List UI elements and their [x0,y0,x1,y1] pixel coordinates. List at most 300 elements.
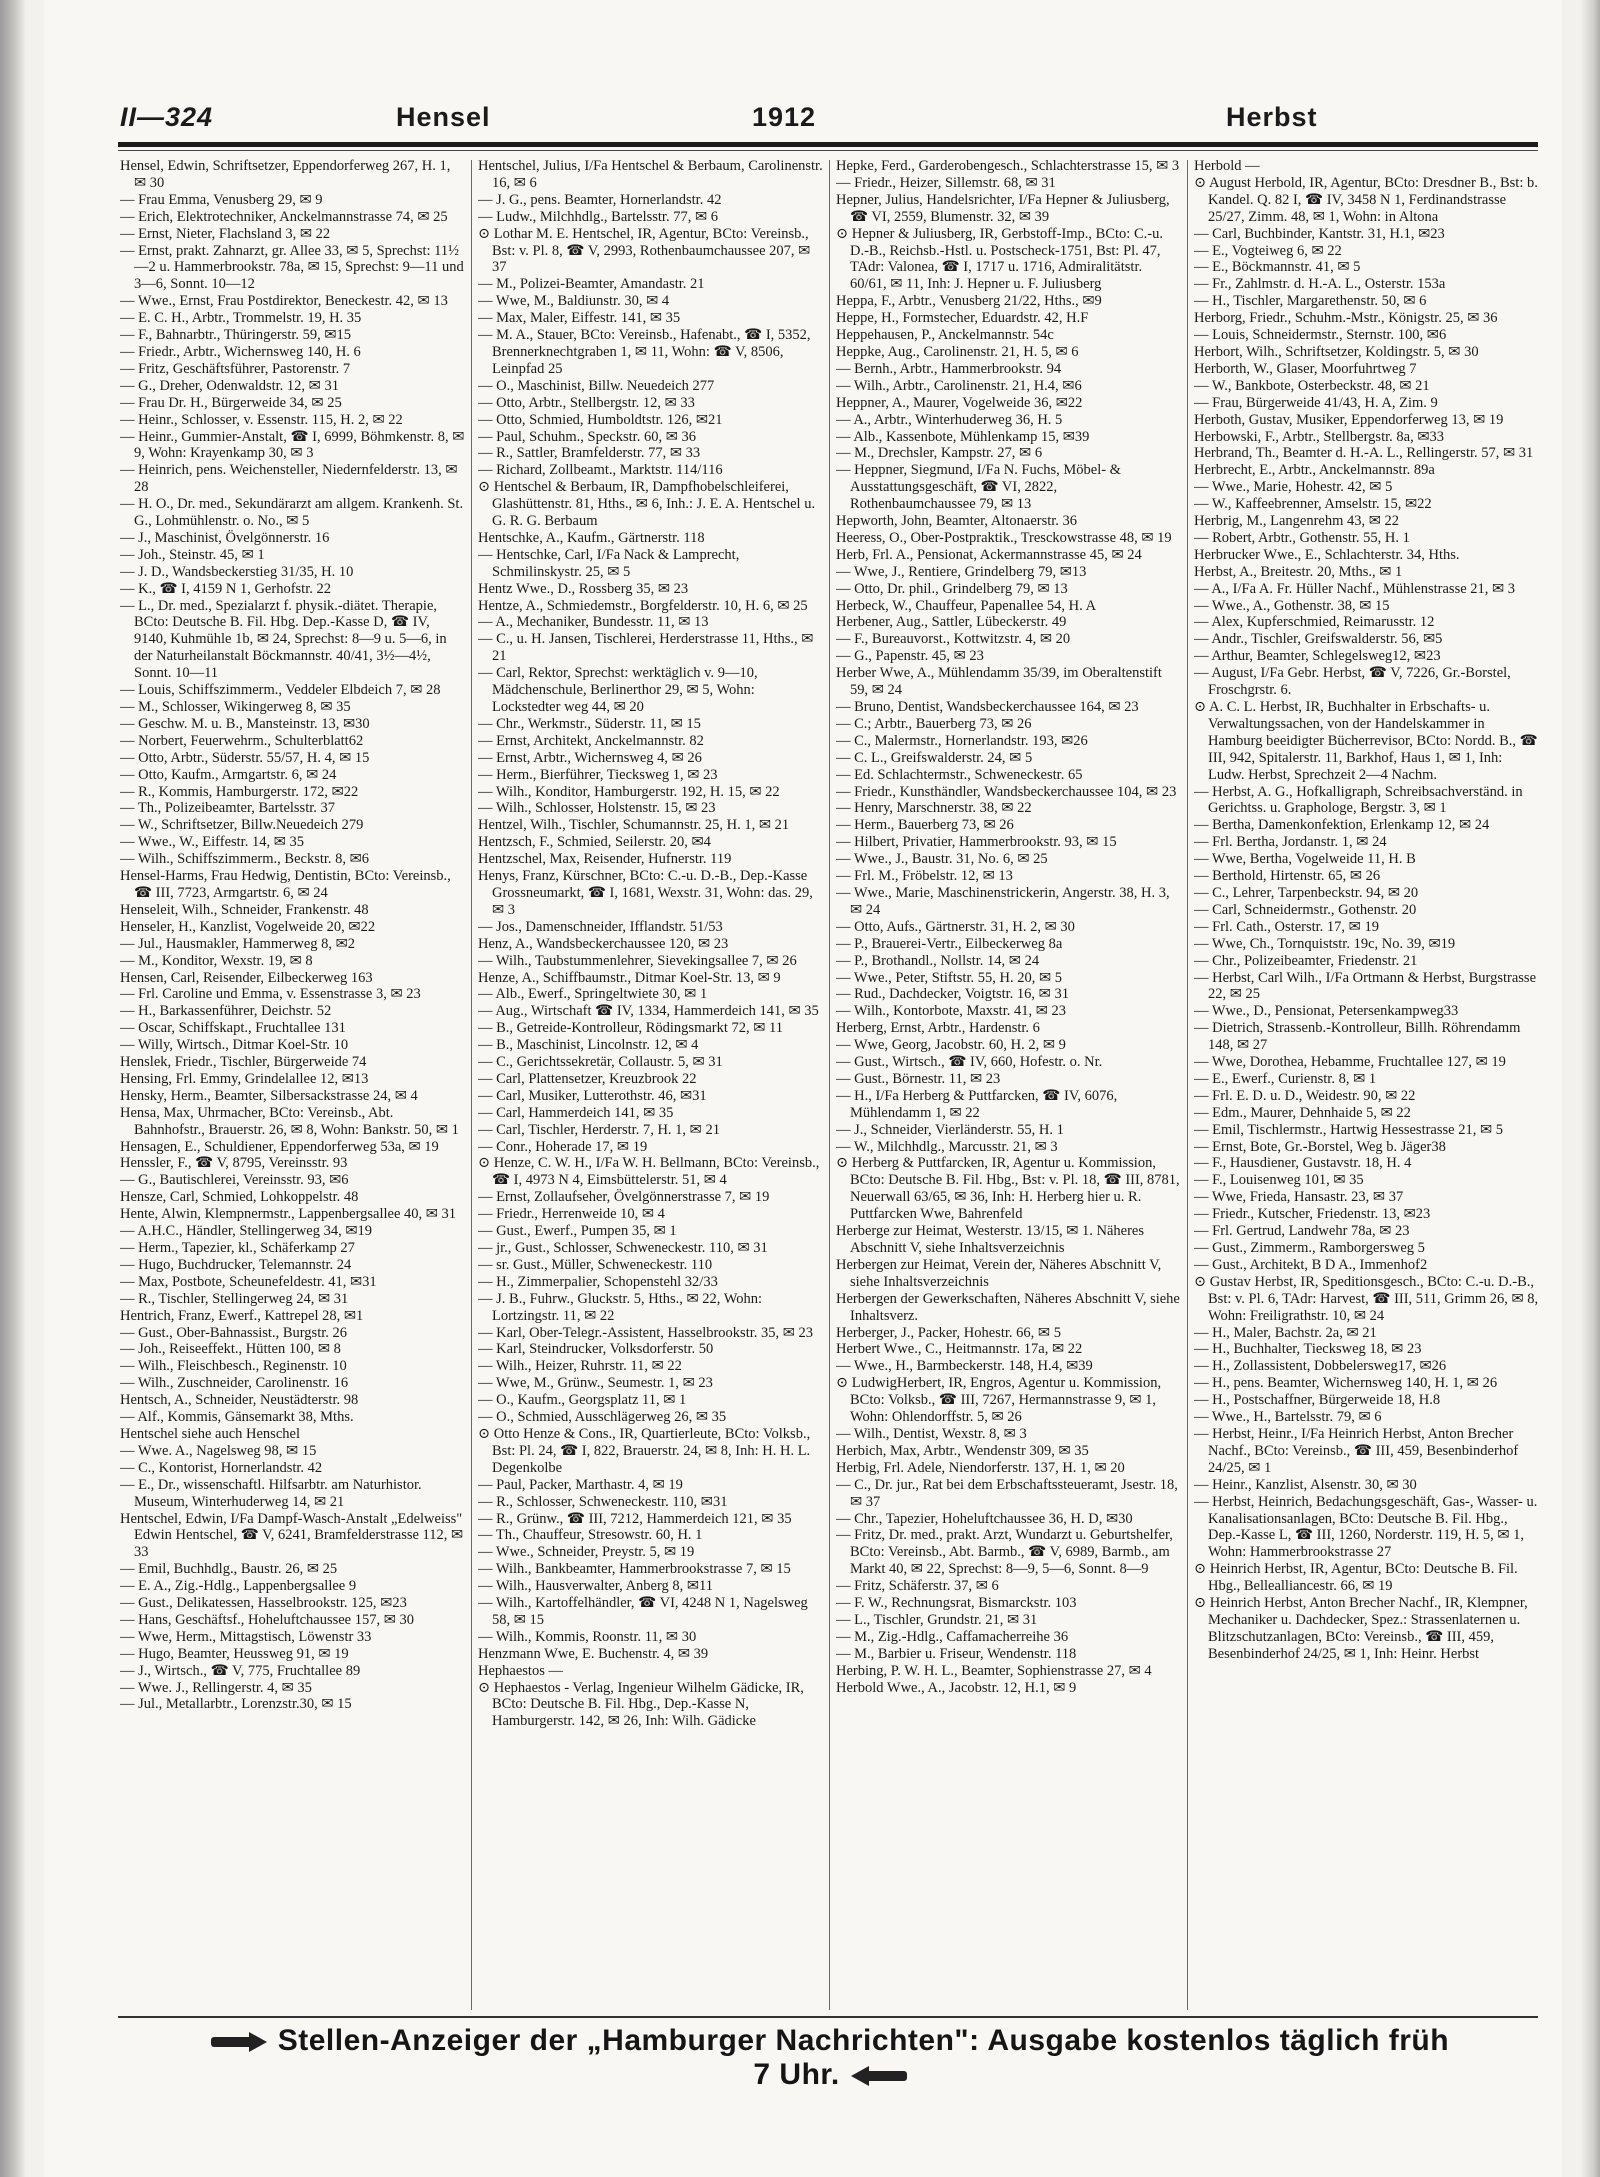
directory-entry: — M., Konditor, Wexstr. 19, ✉ 8 [120,952,313,969]
directory-entry: — H., Postschaffner, Bürgerweide 18, H.8 [1194,1392,1441,1409]
directory-entry: — Wilh., Schlosser, Holstenstr. 15, ✉ 23 [478,800,716,817]
directory-entry: Herbrucker Wwe., E., Schlachterstr. 34, Hths. [1194,546,1460,563]
directory-entry: — Carl, Schneidermstr., Gothenstr. 20 [1194,901,1417,918]
directory-entry: — Robert, Arbtr., Gothenstr. 55, H. 1 [1194,529,1410,546]
directory-entry: — Rud., Dachdecker, Voigtstr. 16, ✉ 31 [836,986,1069,1003]
directory-entry: Hentzsch, F., Schmied, Seilerstr. 20, ✉4 [478,834,711,851]
directory-entry: — Th., Chauffeur, Stresowstr. 60, H. 1 [478,1527,703,1544]
directory-entry: — Wwe, Ch., Tornquiststr. 19c, No. 39, ✉19 [1194,935,1456,952]
directory-entry: — Ludw., Milchhdlg., Bartelsstr. 77, ✉ 6 [478,208,718,225]
directory-entry: Hentschke, A., Kaufm., Gärtnerstr. 118 [478,529,705,546]
directory-entry: — K., ☎ I, 4159 N 1, Gerhofstr. 22 [120,580,331,597]
directory-entry: — Wilh., Kartoffelhändler, ☎ VI, 4248 N 1, Nagelsweg 58, ✉ 15 [478,1595,808,1628]
directory-entry: Hensze, Carl, Schmied, Lohkoppelstr. 48 [120,1189,359,1206]
pointing-hand-icon [211,2032,269,2052]
running-head-last-name: Herbst [1226,102,1318,132]
directory-entry: — Gust., Zimmerm., Ramborgersweg 5 [1194,1240,1425,1256]
directory-entry: — Wilh., Dentist, Wexstr. 8, ✉ 3 [836,1425,1027,1442]
directory-entry: — Herbst, A. G., Hofkalligraph, Schreibsachverständ. in Gerichtss. u. Graphologe, Bergstr. 3, ✉ 1 [1194,783,1523,817]
running-head-first-name: Hensel [396,102,491,132]
directory-entry: — Hilbert, Privatier, Hammerbrookstr. 93, ✉ 15 [836,834,1117,851]
directory-entry: — M., Barbier u. Friseur, Wendenstr. 118 [836,1645,1077,1662]
directory-entry: Hentschel, Julius, I/Fa Hentschel & Berbaum, Carolinenstr. 16, ✉ 6 [478,158,823,191]
directory-entry: — Hugo, Buchdrucker, Telemannstr. 24 [120,1256,352,1273]
directory-entry: — Wwe., H., Bartelsstr. 79, ✉ 6 [1194,1409,1382,1426]
directory-entry: ⊙ Gustav Herbst, IR, Speditionsgesch., BCto: C.-u. D.-B., Bst: v. Pl. 6, TAdr: Harvest, ☎ III, 511, Grimm 26, ✉ 8, Wohn: Freiligrathstr. 10, ✉ 24 [1194,1273,1539,1324]
directory-entry: ⊙ Otto Henze & Cons., IR, Quartierleute, BCto: Volksb., Bst: Pl. 24, ☎ I, 822, Brauerstr. 24, ✉ 8, Inh: H. H. L. Degenkolbe [478,1425,811,1476]
directory-entry: — A.H.C., Händler, Stellingerweg 34, ✉19 [120,1223,372,1240]
directory-entry: — Otto, Schmied, Humboldtstr. 126, ✉21 [478,411,723,428]
directory-entry: — Wwe., Peter, Stiftstr. 55, H. 20, ✉ 5 [836,969,1062,986]
directory-entry: — Wilh., Schiffszimmerm., Beckstr. 8, ✉6 [120,851,370,868]
directory-entry: Hentschel, Edwin, I/Fa Dampf-Wasch-Anstalt „Edelweiss" Edwin Hentschel, ☎ V, 6241, Bramfelderstrasse 112, ✉ 33 [120,1510,464,1561]
directory-entry: Herbich, Max, Arbtr., Wendenstr 309, ✉ 35 [836,1442,1089,1459]
directory-entry: — F., Bureauvorst., Kottwitzstr. 4, ✉ 20 [836,631,1071,648]
directory-column-4 [1194,158,1539,2013]
directory-entry: — L., Tischler, Grundstr. 21, ✉ 31 [836,1611,1038,1628]
directory-entry: — Max, Postbote, Scheunefeldestr. 41, ✉31 [120,1273,377,1290]
directory-entry: — Heinr., Schlosser, v. Essenstr. 115, H. 2, ✉ 22 [120,411,403,428]
directory-entry: — August, I/Fa Gebr. Herbst, ☎ V, 7226, Gr.-Borstel, Froschgrstr. 6. [1194,665,1511,699]
directory-entry: ⊙ August Herbold, IR, Agentur, BCto: Dresdner B., Bst: b. Kandel. Q. 82 I, ☎ IV, 3458 N 1, Ferdinandstrasse 25/27, Zimm. 48, ✉ 1, Wohn: in Altona [1194,174,1538,225]
directory-entry: Herberg, Ernst, Arbtr., Hardenstr. 6 [836,1020,1040,1037]
directory-entry: — Norbert, Feuerwehrm., Schulterblatt62 [120,732,364,749]
directory-entry: Herbergen der Gewerkschaften, Näheres Abschnitt V, siehe Inhaltsverz. [836,1290,1180,1324]
directory-entry: — H., I/Fa Herberg & Puttfarcken, ☎ IV, 6076, Mühlendamm 1, ✉ 22 [836,1087,1118,1121]
directory-entry: ⊙ Hepner & Juliusberg, IR, Gerbstoff-Imp., BCto: C.-u. D.-B., Reichsb.-Hstl. u. Postscheck-1751, Bst: Pl. 47, TAdr: Valonea, ☎ I, 1717 u. 1716, Admiralitätstr. 60/61, ✉ 11, Inh: J. Hepner u. F. Juliusberg [836,225,1163,293]
directory-entry: — E., Dr., wissenschaftl. Hilfsarbtr. am Naturhistor. Museum, Winterhuderweg 14, ✉ 21 [120,1476,422,1510]
directory-entry: Herbold — [1194,158,1260,174]
directory-entry: — C., Gerichtssekretär, Collaustr. 5, ✉ 31 [478,1054,723,1071]
directory-entry: — Heppner, Siegmund, I/Fa N. Fuchs, Möbel- & Ausstattungsgeschäft, ☎ VI, 2822, Rothenbaumchaussee 79, ✉ 13 [836,462,1121,513]
page-header [120,98,1520,138]
directory-entry: Herberge zur Heimat, Westerstr. 13/15, ✉ 1. Näheres Abschnitt V, siehe Inhaltsverzeichnis [836,1223,1145,1256]
directory-entry: — Wilh., Fleischbesch., Reginenstr. 10 [120,1358,347,1375]
directory-entry: — H., Tischler, Margarethenstr. 50, ✉ 6 [1194,293,1427,310]
directory-entry: — M., Drechsler, Kampstr. 27, ✉ 6 [836,445,1043,462]
directory-entry: Herbergen zur Heimat, Verein der, Näheres Abschnitt V, siehe Inhaltsverzeichnis [836,1256,1162,1290]
directory-entry: — Wwe., Marie, Hohestr. 42, ✉ 5 [1194,479,1393,496]
directory-entry: — G., Papenstr. 45, ✉ 23 [836,648,984,665]
directory-entry: — Alb., Ewerf., Springeltwiete 30, ✉ 1 [478,986,708,1003]
directory-entry: — Fritz, Geschäftsführer, Pastorenstr. 7 [120,360,351,377]
directory-entry: — B., Getreide-Kontrolleur, Rödingsmarkt 72, ✉ 11 [478,1020,784,1037]
directory-entry: — R., Tischler, Stellingerweg 24, ✉ 31 [120,1290,349,1307]
directory-entry: — Wwe., A., Gothenstr. 38, ✉ 15 [1194,597,1390,614]
footer-ad-text: Stellen-Anzeiger der „Hamburger Nachrichten": Ausgabe kostenlos täglich früh 7 Uhr. [277,2024,1450,2091]
directory-entry: Hensa, Max, Uhrmacher, BCto: Vereinsb., Abt. Bahnhofstr., Brauerstr. 26, ✉ 8, Wohn: Bankstr. 50, ✉ 1 [120,1104,459,1138]
directory-entry: — Ernst, prakt. Zahnarzt, gr. Allee 33, ✉ 5, Sprechst: 11½—2 u. Hammerbrookstr. 78a, ✉ 15, Sprechst: 9—11 und 3—6, Sonnt. 10—12 [120,242,464,293]
directory-entry: — H., pens. Beamter, Wichernsweg 140, H. 1, ✉ 26 [1194,1375,1498,1392]
directory-entry: Hensing, Frl. Emmy, Grindelallee 12, ✉13 [120,1070,369,1087]
directory-entry: — Carl, Plattensetzer, Kreuzbrook 22 [478,1070,697,1087]
directory-entry: ⊙ LudwigHerbert, IR, Engros, Agentur u. Kommission, BCto: Volksb., ☎ III, 7267, Hermannstrasse 9, ✉ 1, Wohn: Ohlendorffstr. 5, ✉ 26 [836,1375,1162,1426]
directory-entry: — Carl, Rektor, Sprechst: werktäglich v. 9—10, Mädchenschule, Berlinerthor 29, ✉ 5, Wohn: Lockstedter weg 44, ✉ 20 [478,665,758,715]
directory-entry: — J. G., pens. Beamter, Hornerlandstr. 42 [478,191,722,208]
directory-entry: Henys, Franz, Kürschner, BCto: C.-u. D.-B., Dep.-Kasse Grossneumarkt, ☎ I, 1681, Wexstr. 31, Wohn: das. 29, ✉ 3 [478,868,813,918]
directory-entry: — Chr., Werkmstr., Süderstr. 11, ✉ 15 [478,715,701,732]
directory-entry: — Heinr., Kanzlist, Alsenstr. 30, ✉ 30 [1194,1476,1417,1493]
directory-entry: — Otto, Aufs., Gärtnerstr. 31, H. 2, ✉ 30 [836,918,1075,935]
directory-entry: — B., Maschinist, Lincolnstr. 12, ✉ 4 [478,1037,699,1054]
directory-entry: ⊙ Hentschel & Berbaum, IR, Dampfhobelschleiferei, Glashüttenstr. 81, Hths., ✉ 6, Inh.: J. E. A. Hentschel u. G. R. G. Berbaum [478,479,816,530]
directory-entry: Hepworth, John, Beamter, Altonaerstr. 36 [836,513,1078,530]
directory-entry: Herbowski, F., Arbtr., Stellbergstr. 8a, ✉33 [1194,428,1444,445]
directory-entry: — Frl. E. D. u. D., Weidestr. 90, ✉ 22 [1194,1087,1416,1104]
directory-entry: — Gust., Ober-Bahnassist., Burgstr. 26 [120,1324,348,1341]
directory-column-2 [478,158,823,2013]
directory-entry: — C.; Arbtr., Bauerberg 73, ✉ 26 [836,715,1032,732]
directory-entry: — Th., Polizeibeamter, Bartelsstr. 37 [120,800,336,817]
directory-entry: — Herm., Tapezier, kl., Schäferkamp 27 [120,1240,355,1256]
directory-entry: — Wwe, Frieda, Hansastr. 23, ✉ 37 [1194,1189,1404,1206]
directory-entry: — Arthur, Beamter, Schlegelsweg12, ✉23 [1194,648,1441,665]
directory-entry: Herbig, Frl. Adele, Niendorferstr. 137, H. 1, ✉ 20 [836,1459,1125,1476]
directory-entry: — H., Buchhalter, Tiecksweg 18, ✉ 23 [1194,1341,1422,1358]
directory-entry: — Herbst, Heinr., I/Fa Heinrich Herbst, Anton Brecher Nachf., BCto: Vereinsb., ☎ III, 459, Besenbinderhof 24/25, ✉ 1 [1194,1425,1519,1476]
directory-entry: — Aug., Wirtschaft ☎ IV, 1334, Hammerdeich 141, ✉ 35 [478,1003,819,1020]
directory-entry: — Bernh., Arbtr., Hammerbrookstr. 94 [836,360,1062,377]
directory-entry: — Chr., Polizeibeamter, Friedenstr. 21 [1194,952,1418,969]
directory-year: 1912 [752,102,817,132]
directory-entry: — E. C. H., Arbtr., Trommelstr. 19, H. 35 [120,310,362,327]
directory-entry: Heppehausen, P., Anckelmannstr. 54c [836,327,1054,344]
directory-entry: — Richard, Zollbeamt., Marktstr. 114/116 [478,462,723,479]
directory-entry: — R., Schlosser, Schweneckestr. 110, ✉31 [478,1493,728,1510]
directory-entry: Heeress, O., Ober-Postpraktik., Tresckowstrasse 48, ✉ 19 [836,529,1172,546]
directory-entry: — sr. Gust., Müller, Schweneckestr. 110 [478,1256,713,1273]
directory-entry: ⊙ Heinrich Herbst, Anton Brecher Nachf., IR, Klempner, Mechaniker u. Dachdecker, Spez.: Strassenlaternen u. Blitzschutzanlagen, BCto: Vereinsb., ☎ III, 459, Besenbinderhof 24/25, ✉ 1, Inh: Heinr. Herbst [1194,1595,1528,1662]
directory-entry: Herbing, P. W. H. L., Beamter, Sophienstrasse 27, ✉ 4 [836,1662,1152,1679]
directory-entry: — Wwe, Bertha, Vogelweide 11, H. B [1194,851,1416,868]
directory-entry: — M., Zig.-Hdlg., Caffamacherreihe 36 [836,1628,1069,1645]
directory-entry: — jr., Gust., Schlosser, Schweneckestr. 110, ✉ 31 [478,1240,768,1256]
directory-entry: — E. A., Zig.-Hdlg., Lappenbergsallee 9 [120,1578,357,1595]
advertisement-footer [210,2024,1450,2091]
directory-entry: — Frau Emma, Venusberg 29, ✉ 9 [120,191,323,208]
directory-column-1 [120,158,465,2013]
directory-entry: — Henry, Marschnerstr. 38, ✉ 22 [836,800,1032,817]
directory-entry: Hentze, A., Schmiedemstr., Borgfelderstr. 10, H. 6, ✉ 25 [478,597,808,614]
directory-entry: — Edm., Maurer, Dehnhaide 5, ✉ 22 [1194,1104,1411,1121]
directory-entry: — Wwe., D., Pensionat, Petersenkampweg33 [1194,1003,1459,1020]
directory-entry: — Wilh., Heizer, Ruhrstr. 11, ✉ 22 [478,1358,682,1375]
directory-entry: — W., Milchhdlg., Marcusstr. 21, ✉ 3 [836,1138,1058,1155]
directory-entry: — C., Lehrer, Tarpenbeckstr. 94, ✉ 20 [1194,884,1419,901]
directory-entry: — Gust., Ewerf., Pumpen 35, ✉ 1 [478,1223,677,1240]
directory-entry: — Jul., Metallarbtr., Lorenzstr.30, ✉ 15 [120,1696,352,1713]
directory-entry: — Dietrich, Strassenb.-Kontrolleur, Billh. Röhrendamm 148, ✉ 27 [1194,1020,1521,1054]
directory-entry: — H. O., Dr. med., Sekundärarzt am allgem. Krankenh. St. G., Lohmühlenstr. o. No., ✉ 5 [120,496,464,530]
directory-entry: — E., Ewerf., Curienstr. 8, ✉ 1 [1194,1070,1377,1087]
directory-entry: — Wwe, Georg, Jacobstr. 60, H. 2, ✉ 9 [836,1037,1066,1054]
directory-entry: — Gust., Börnestr. 11, ✉ 23 [836,1070,1001,1087]
directory-entry: — Wwe., Marie, Maschinenstrickerin, Angerstr. 38, H. 3, ✉ 24 [836,884,1170,918]
directory-entry: — Wwe., W., Eiffestr. 14, ✉ 35 [120,834,304,851]
directory-entry: — Alb., Kassenbote, Mühlenkamp 15, ✉39 [836,428,1090,445]
directory-entry: — Carl, Musiker, Lutterothstr. 46, ✉31 [478,1087,707,1104]
directory-entry: — Frl. M., Fröbelstr. 12, ✉ 13 [836,868,1013,885]
directory-entry: — J. B., Fuhrw., Gluckstr. 5, Hths., ✉ 22, Wohn: Lortzingstr. 11, ✉ 22 [478,1290,763,1324]
directory-entry: — L., Dr. med., Spezialarzt f. physik.-diätet. Therapie, BCto: Deutsche B. Fil. Hbg. Dep.-Kasse D, ☎ IV, 9140, Kuhmühle 1b, ✉ 24, Sprechst: 8—9 u. 5—6, in der Naturheilanstalt Böckmannstr. 40/41, 3½—4½, Sonnt. 10—11 [120,597,447,682]
directory-entry: Hensky, Herm., Beamter, Silbersackstrasse 24, ✉ 4 [120,1087,418,1104]
directory-entry: — A., Mechaniker, Bundesstr. 11, ✉ 13 [478,614,709,631]
directory-entry: — O., Kaufm., Georgsplatz 11, ✉ 1 [478,1392,687,1409]
directory-entry: Hensagen, E., Schuldiener, Eppendorferweg 53a, ✉ 19 [120,1138,439,1155]
directory-column-3 [836,158,1181,2013]
directory-entry: ⊙ Hephaestos - Verlag, Ingenieur Wilhelm Gädicke, IR, BCto: Deutsche B. Fil. Hbg., Dep.-Kasse N, Hamburgerstr. 142, ✉ 26, Inh: Wilh. Gädicke [478,1679,804,1730]
directory-entry: Hente, Alwin, Klempnermstr., Lappenbergsallee 40, ✉ 31 [120,1206,457,1223]
directory-entry: — G., Bautischlerei, Vereinsstr. 93, ✉6 [120,1172,349,1189]
directory-entry: Hensel, Edwin, Schriftsetzer, Eppendorferweg 267, H. 1, ✉ 30 [120,158,451,191]
directory-entry: — Friedr., Kunsthändler, Wandsbeckerchaussee 104, ✉ 23 [836,783,1177,800]
directory-entry: — W., Schriftsetzer, Billw.Neuedeich 279 [120,817,364,834]
directory-entry: Henseler, H., Kanzlist, Vogelweide 20, ✉22 [120,918,376,935]
directory-entry: — Wwe., Ernst, Frau Postdirektor, Beneckestr. 42, ✉ 13 [120,293,448,310]
directory-entry: — Wwe, Dorothea, Hebamme, Fruchtallee 127, ✉ 19 [1194,1054,1506,1071]
directory-entry: Heppe, H., Formstecher, Eduardstr. 42, H.F [836,310,1089,327]
directory-entry: Hentzschel, Max, Reisender, Hufnerstr. 119 [478,851,732,868]
directory-entry: — J. D., Wandsbeckerstieg 31/35, H. 10 [120,563,354,580]
directory-entry: — Wwe. A., Nagelsweg 98, ✉ 15 [120,1442,317,1459]
directory-entry: Herberger, J., Packer, Hohestr. 66, ✉ 5 [836,1324,1061,1341]
column-divider [829,160,830,2010]
directory-entry: — W., Kaffeebrenner, Amselstr. 15, ✉22 [1194,496,1432,513]
directory-entry: — Frl. Bertha, Jordanstr. 1, ✉ 24 [1194,834,1387,851]
directory-entry: Herbrand, Th., Beamter d. H.-A. L., Rellingerstr. 57, ✉ 31 [1194,445,1534,462]
page-edge-shadow [1580,0,1600,2177]
directory-entry: Henz, A., Wandsbeckerchaussee 120, ✉ 23 [478,935,729,952]
directory-entry: — Emil, Buchhdlg., Baustr. 26, ✉ 25 [120,1561,338,1578]
directory-entry: — Emil, Tischlermstr., Hartwig Hessestrasse 21, ✉ 5 [1194,1121,1503,1138]
directory-entry: Herbrecht, E., Arbtr., Anckelmannstr. 89a [1194,462,1435,479]
directory-entry: — Joh., Reiseeffekt., Hütten 100, ✉ 8 [120,1341,341,1358]
directory-entry: — Wilh., Taubstummenlehrer, Sievekingsallee 7, ✉ 26 [478,952,797,969]
directory-entry: — Herbst, Carl Wilh., I/Fa Ortmann & Herbst, Burgstrasse 22, ✉ 25 [1194,969,1537,1003]
directory-entry: — P., Brauerei-Vertr., Eilbeckerweg 8a [836,935,1063,952]
directory-entry: — Paul, Packer, Marthastr. 4, ✉ 19 [478,1476,683,1493]
directory-entry: — F., Bahnarbtr., Thüringerstr. 59, ✉15 [120,327,352,344]
directory-entry: — Joh., Steinstr. 45, ✉ 1 [120,546,265,563]
directory-entry: — Max, Maler, Eiffestr. 141, ✉ 35 [478,310,681,327]
directory-entry: — Fritz, Schäferstr. 37, ✉ 6 [836,1578,999,1595]
directory-entry: — Geschw. M. u. B., Mansteinstr. 13, ✉30 [120,715,370,732]
directory-entry: Herbener, Aug., Sattler, Lübeckerstr. 49 [836,614,1067,631]
directory-entry: — Wilh., Zuschneider, Carolinenstr. 16 [120,1375,349,1392]
directory-entry: — Wwe, M., Baldiunstr. 30, ✉ 4 [478,293,670,310]
directory-entry: — F., Louisenweg 101, ✉ 35 [1194,1172,1364,1189]
directory-entry: Herb, Frl. A., Pensionat, Ackermannstrasse 45, ✉ 24 [836,546,1142,563]
directory-entry: — Frau Dr. H., Bürgerweide 34, ✉ 25 [120,394,342,411]
directory-entry: — C., u. H. Jansen, Tischlerei, Herderstrasse 11, Hths., ✉ 21 [478,631,814,665]
column-divider [471,160,472,2010]
directory-entry: — Carl, Buchbinder, Kantstr. 31, H.1, ✉23 [1194,225,1445,242]
directory-entry: — Willy, Wirtsch., Ditmar Koel-Str. 10 [120,1037,349,1054]
pointing-hand-icon [849,2066,907,2086]
directory-entry: ⊙ Henze, C. W. H., I/Fa W. H. Bellmann, BCto: Vereinsb., ☎ I, 4973 N 4, Eimsbüttelerstr. 51, ✉ 4 [478,1155,820,1189]
directory-entry: — W., Bankbote, Osterbeckstr. 48, ✉ 21 [1194,377,1430,394]
directory-entry: — Wwe, Herm., Mittagstisch, Löwenstr 33 [120,1628,372,1645]
directory-entry: — Wwe., Schneider, Preystr. 5, ✉ 19 [478,1544,695,1561]
directory-entry: — Friedr., Heizer, Sillemstr. 68, ✉ 31 [836,174,1056,191]
directory-entry: — Herm., Bierführer, Tiecksweg 1, ✉ 23 [478,766,718,783]
directory-entry: Heppa, F., Arbtr., Venusberg 21/22, Hths., ✉9 [836,293,1102,310]
directory-entry: — Wilh., Kontorbote, Maxstr. 41, ✉ 23 [836,1003,1066,1020]
directory-entry: — A., I/Fa A. Fr. Hüller Nachf., Mühlenstrasse 21, ✉ 3 [1194,580,1516,597]
header-rule-thick [118,142,1538,147]
directory-entry: Herboth, Gustav, Musiker, Eppendorferweg 13, ✉ 19 [1194,411,1504,428]
directory-entry: — Alf., Kommis, Gänsemarkt 38, Mths. [120,1409,354,1426]
directory-entry: — Heinrich, pens. Weichensteller, Niedernfelderstr. 13, ✉ 28 [120,462,458,496]
directory-entry: — Paul, Schuhm., Speckstr. 60, ✉ 36 [478,428,696,445]
directory-entry: — Herm., Bauerberg 73, ✉ 26 [836,817,1014,834]
directory-entry: — C., Kontorist, Hornerlandstr. 42 [120,1459,323,1476]
directory-entry: Hepner, Julius, Handelsrichter, I/Fa Hepner & Juliusberg, ☎ VI, 2559, Blumenstr. 32, ✉ 39 [836,191,1170,225]
directory-entry: Herber Wwe, A., Mühlendamm 35/39, im Oberaltenstift 59, ✉ 24 [836,665,1162,699]
directory-entry: — H., Zimmerpalier, Schopenstehl 32/33 [478,1273,718,1290]
directory-entry: — Hentschke, Carl, I/Fa Nack & Lamprecht, Schmilinskystr. 25, ✉ 5 [478,546,740,580]
directory-entry: — Heinr., Gummier-Anstalt, ☎ I, 6999, Böhmkenstr. 8, ✉ 9, Wohn: Krayenkamp 30, ✉ 3 [120,428,465,462]
directory-entry: — Fr., Zahlmstr. d. H.-A. L., Osterstr. 153a [1194,276,1446,293]
directory-entry: Herborg, Friedr., Schuhm.-Mstr., Königstr. 25, ✉ 36 [1194,310,1498,327]
directory-entry: — Hugo, Beamter, Heussweg 91, ✉ 19 [120,1645,349,1662]
directory-entry: Hensen, Carl, Reisender, Eilbeckerweg 163 [120,969,373,986]
directory-entry: — Oscar, Schiffskapt., Fruchtallee 131 [120,1020,346,1037]
directory-entry: — O., Maschinist, Billw. Neuedeich 277 [478,377,715,394]
directory-entry: Henzmann Wwe, E. Buchenstr. 4, ✉ 39 [478,1645,709,1662]
directory-entry: — M., Polizei-Beamter, Amandastr. 21 [478,276,705,293]
directory-entry: — Wilh., Hausverwalter, Anberg 8, ✉11 [478,1578,714,1595]
directory-entry: — Friedr., Arbtr., Wichernsweg 140, H. 6 [120,343,361,360]
directory-entry: — R., Sattler, Bramfelderstr. 77, ✉ 33 [478,445,701,462]
directory-entry: Heppner, A., Maurer, Vogelweide 36, ✉22 [836,394,1083,411]
directory-entry: Henslek, Friedr., Tischler, Bürgerweide 74 [120,1054,367,1071]
directory-entry: Herbort, Wilh., Schriftsetzer, Koldingstr. 5, ✉ 30 [1194,343,1479,360]
directory-entry: — Ernst, Arbtr., Wichernsweg 4, ✉ 26 [478,749,702,766]
directory-entry: — M. A., Stauer, BCto: Vereinsb., Hafenabt., ☎ I, 5352, Brennerknechtgraben 1, ✉ 11, Wohn: ☎ V, 8506, Leinpfad 25 [478,327,811,377]
directory-entry: — Wilh., Bankbeamter, Hammerbrookstrasse 7, ✉ 15 [478,1561,791,1578]
directory-entry: — Friedr., Herrenweide 10, ✉ 4 [478,1206,665,1223]
directory-entry: Hentz Wwe., D., Rossberg 35, ✉ 23 [478,580,689,597]
directory-entry: Henssler, F., ☎ V, 8795, Vereinsstr. 93 [120,1155,348,1172]
directory-entry: Herbeck, W., Chauffeur, Papenallee 54, H. A [836,597,1097,614]
directory-entry: — Louis, Schneidermstr., Sternstr. 100, ✉6 [1194,327,1447,344]
directory-entry: — Ernst, Zollaufseher, Övelgönnerstrasse 7, ✉ 19 [478,1189,770,1206]
directory-entry: — Wwe., H., Barmbeckerstr. 148, H.4, ✉39 [836,1358,1093,1375]
directory-entry: Hentschel siehe auch Henschel [120,1425,300,1442]
header-rule-thin [118,150,1538,151]
directory-entry: — O., Schmied, Ausschlägerweg 26, ✉ 35 [478,1409,727,1426]
directory-entry: Hentsch, A., Schneider, Neustädterstr. 98 [120,1392,359,1409]
directory-entry: — Alex, Kupferschmied, Reimarusstr. 12 [1194,614,1435,631]
directory-entry: — Carl, Tischler, Herderstr. 7, H. 1, ✉ 21 [478,1121,720,1138]
directory-entry: Henze, A., Schiffbaumstr., Ditmar Koel-Str. 13, ✉ 9 [478,969,781,986]
directory-entry: Henseleit, Wilh., Schneider, Frankenstr. 48 [120,901,369,918]
directory-entry: — Karl, Ober-Telegr.-Assistent, Hasselbrookstr. 35, ✉ 23 [478,1324,814,1341]
directory-entry: — Jos., Damenschneider, Ifflandstr. 51/53 [478,918,723,935]
directory-entry: Herbrig, M., Langenrehm 43, ✉ 22 [1194,513,1400,530]
directory-entry: — Friedr., Kutscher, Friedenstr. 13, ✉23 [1194,1206,1431,1223]
directory-entry: — J., Maschinist, Övelgönnerstr. 16 [120,529,330,546]
directory-entry: — E., Böckmannstr. 41, ✉ 5 [1194,259,1361,276]
directory-entry: — Carl, Hammerdeich 141, ✉ 35 [478,1104,674,1121]
directory-entry: — Karl, Steindrucker, Volksdorferstr. 50 [478,1341,714,1358]
directory-entry: — Hans, Geschäftsf., Hoheluftchaussee 157, ✉ 30 [120,1611,415,1628]
directory-entry: — Bertha, Damenkonfektion, Erlenkamp 12, ✉ 24 [1194,817,1490,834]
directory-entry: — Wilh., Konditor, Hamburgerstr. 192, H. 15, ✉ 22 [478,783,780,800]
directory-entry: — Otto, Arbtr., Süderstr. 55/57, H. 4, ✉ 15 [120,749,370,766]
directory-entry: — R., Kommis, Hamburgerstr. 172, ✉22 [120,783,359,800]
directory-entry: — J., Wirtsch., ☎ V, 775, Fruchtallee 89 [120,1662,361,1679]
page-number: II—324 [120,102,214,132]
directory-entry: Herbst, A., Breitestr. 20, Mths., ✉ 1 [1194,563,1403,580]
directory-entry: — Ernst, Architekt, Anckelmannstr. 82 [478,732,704,749]
directory-entry: — Erich, Elektrotechniker, Anckelmannstrasse 74, ✉ 25 [120,208,448,225]
directory-entry: Heppke, Aug., Carolinenstr. 21, H. 5, ✉ 6 [836,343,1079,360]
directory-entry: — Ernst, Nieter, Flachsland 3, ✉ 22 [120,225,331,242]
directory-entry: — Frl. Gertrud, Landwehr 78a, ✉ 23 [1194,1223,1410,1240]
directory-entry: — A., Arbtr., Winterhuderweg 36, H. 5 [836,411,1063,428]
directory-entry: Hepke, Ferd., Garderobengesch., Schlachterstrasse 15, ✉ 3 [836,158,1180,174]
directory-entry: Hentrich, Franz, Ewerf., Kattrepel 28, ✉1 [120,1307,364,1324]
directory-entry: — Jul., Hausmakler, Hammerweg 8, ✉2 [120,935,356,952]
directory-entry: Herborth, W., Glaser, Moorfuhrtweg 7 [1194,360,1417,377]
book-binding-edge [0,0,26,2177]
directory-entry: — Ed. Schlachtermstr., Schweneckestr. 65 [836,766,1083,783]
directory-entry: — Wilh., Kommis, Roonstr. 11, ✉ 30 [478,1628,697,1645]
directory-entry: — F., Hausdiener, Gustavstr. 18, H. 4 [1194,1155,1412,1172]
directory-entry: — Gust., Wirtsch., ☎ IV, 660, Hofestr. o. Nr. [836,1054,1103,1071]
directory-entry: — C., Dr. jur., Rat bei dem Erbschaftssteueramt, Jsestr. 18, ✉ 37 [836,1476,1178,1510]
directory-entry: Hensel-Harms, Frau Hedwig, Dentistin, BCto: Vereinsb., ☎ III, 7723, Armgartstr. 6, ✉ 24 [120,868,451,901]
directory-entry: — J., Schneider, Vierländerstr. 55, H. 1 [836,1121,1064,1138]
directory-entry: — Gust., Delikatessen, Hasselbrookstr. 125, ✉23 [120,1595,407,1612]
directory-entry: — Otto, Arbtr., Stellbergstr. 12, ✉ 33 [478,394,695,411]
directory-entry: — Wwe. J., Rellingerstr. 4, ✉ 35 [120,1679,312,1696]
column-divider [1187,160,1188,2010]
directory-entry: Hephaestos — [478,1662,563,1679]
directory-entry: — M., Schlosser, Wikingerweg 8, ✉ 35 [120,699,351,715]
directory-entry: — Otto, Dr. phil., Grindelberg 79, ✉ 13 [836,580,1068,597]
directory-entry: — Ernst, Bote, Gr.-Borstel, Weg b. Jäger38 [1194,1138,1446,1155]
directory-entry: — Wwe, J., Rentiere, Grindelberg 79, ✉13 [836,563,1087,580]
directory-entry: — Otto, Kaufm., Armgartstr. 6, ✉ 24 [120,766,337,783]
directory-entry: — Gust., Architekt, B D A., Immenhof2 [1194,1256,1428,1273]
directory-entry: — Berthold, Hirtenstr. 65, ✉ 26 [1194,868,1381,885]
directory-entry: — Wwe, M., Grünw., Seumestr. 1, ✉ 23 [478,1375,713,1392]
directory-entry: — Conr., Hoherade 17, ✉ 19 [478,1138,648,1155]
directory-entry: — E., Vogteiweg 6, ✉ 22 [1194,242,1342,259]
directory-entry: ⊙ Heinrich Herbst, IR, Agentur, BCto: Deutsche B. Fil. Hbg., Bellealliancestr. 66, ✉ 19 [1194,1561,1518,1595]
directory-entry: Herbert Wwe., C., Heitmannstr. 17a, ✉ 22 [836,1341,1083,1358]
directory-entry: — Bruno, Dentist, Wandsbeckerchaussee 164, ✉ 23 [836,699,1139,715]
directory-entry: ⊙ Lothar M. E. Hentschel, IR, Agentur, BCto: Vereinsb., Bst: v. Pl. 8, ☎ V, 2993, Rothenbaumchaussee 207, ✉ 37 [478,225,811,276]
directory-entry: — Chr., Tapezier, Hoheluftchaussee 36, H. D, ✉30 [836,1510,1133,1527]
directory-entry: — R., Grünw., ☎ III, 7212, Hammerdeich 121, ✉ 35 [478,1510,792,1527]
directory-entry: — P., Brothandl., Nollstr. 14, ✉ 24 [836,952,1040,969]
directory-entry: Herbold Wwe., A., Jacobstr. 12, H.1, ✉ 9 [836,1679,1077,1696]
directory-entry: — Andr., Tischler, Greifswalderstr. 56, ✉5 [1194,631,1443,648]
directory-entry: — Wwe., J., Baustr. 31, No. 6, ✉ 25 [836,851,1048,868]
directory-entry: — Frl. Cath., Osterstr. 17, ✉ 19 [1194,918,1379,935]
directory-entry: — Frau, Bürgerweide 41/43, H. A, Zim. 9 [1194,394,1438,411]
directory-entry: ⊙ A. C. L. Herbst, IR, Buchhalter in Erbschafts- u. Verwaltungssachen, von der Handelskammer in Hamburg beeidigter Bücherrevisor, BCto: Nordd. B., ☎ III, 942, Spitalerstr. 11, Barkhof, Haus 1, ✉ 1, Inh: Ludw. Herbst, Sprechzeit 2—4 Nachm. [1194,699,1538,783]
directory-entry: Hentzel, Wilh., Tischler, Schumannstr. 25, H. 1, ✉ 21 [478,817,790,834]
directory-entry: — C. L., Greifswalderstr. 24, ✉ 5 [836,749,1033,766]
directory-entry: — H., Zollassistent, Dobbelersweg17, ✉26 [1194,1358,1447,1375]
directory-entry: — G., Dreher, Odenwaldstr. 12, ✉ 31 [120,377,339,394]
directory-entry: — Fritz, Dr. med., prakt. Arzt, Wundarzt u. Geburtshelfer, BCto: Vereinsb., Abt. Barmb., ☎ V, 6989, Barmb., am Markt 40, ✉ 22, Sprechst: 8—9, 5—6, Sonnt. 8—9 [836,1527,1173,1578]
